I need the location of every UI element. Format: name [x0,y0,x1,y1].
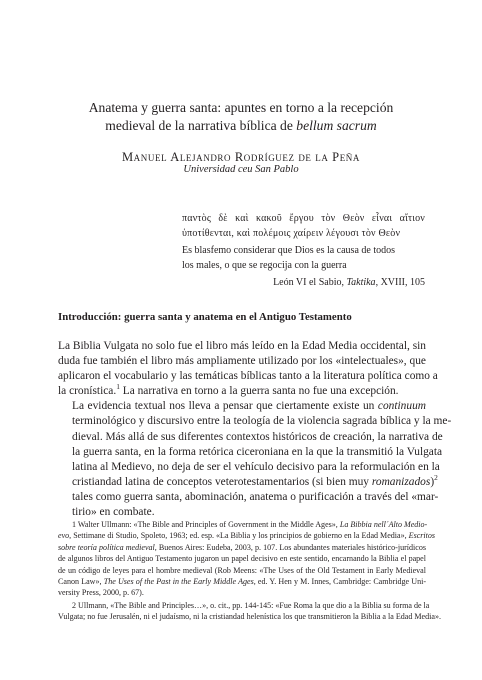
footnote-1: 1 Walter Ullmann: «The Bible and Principles of Government in the Middle Ages», La Bibbia nell´Alto Medio- evo, Settimane di Studio, Spoleto, 1963; ed. esp. «La Biblia y los principios de gobierno en la Edad Media», Escritos sobre teoría política medieval, Buenos Aires: Eudeba, 2003, p. 107. Los abundantes materiales histórico-jurídicos de algunos libros del Antiguo Testamento jugaron un papel decisivo en este sentido, encarnando la Biblia el papel de un código de leyes para el hombre medieval (Rob Meens: «The Uses of the Old Testament in Early Medieval Canon Law», The Uses of the Past in the Early Middle Ages, ed. Y. Hen y M. Innes, Cambridge: Cambridge Uni- versity Press, 2000, p. 67). [58,520,436,598]
epigraph-translation-line-2: los males, o que se regocija con la guerra [182,260,347,271]
epigraph-citation: León VI el Sabio, Taktika, XVIII, 105 [273,277,425,288]
epigraph-translation [182,243,425,273]
author-affiliation: Universidad ceu San Pablo [183,164,299,175]
epigraph-greek: παντὸς δὲ καὶ κακοῦ ἔργου τὸν Θεὸν εἶναι αἴτιον ὑποτίθενται, καὶ πολέμοις χαίρειν λέγουσι τὸν Θεὸν [182,213,425,239]
epigraph-translation-line-1: Es blasfemo considerar que Dios es la causa de todos [182,245,395,256]
paragraph-1: La Biblia Vulgata no solo fue el libro más leído en la Edad Media occidental, sin duda fue también el libro más ampliamente utilizado por los «intelectuales», que aplicaron el vocabulario y las temáticas bíblicas tanto a la literatura política como a la cronística.$^1$ La narrativa en torno a la guerra santa no fue una excepción. [58,340,438,398]
article-title [40,99,442,135]
title-line-1: Anatema y guerra santa: apuntes en torno a la recepción [88,100,394,115]
footnote-ref-1[interactable]: 1 [116,382,120,392]
footnotes [58,519,441,623]
title-line-2: medieval de la narrativa bíblica de bellum sacrum [105,118,377,133]
paragraph-2: La evidencia textual nos lleva a pensar que ciertamente existe un continuum terminológico y discursivo entre la teología de la violencia sagrada bíblica y la me- dieval. Más allá de sus diferentes contextos históricos de creación, la narrativa de la guerra santa, en la forma retórica ciceroniana en la que la transmitió la Vulgata latina al Medievo, no deja de ser el vehículo decisivo para la reformulación en la cristiandad latina de conceptos veterotestamentarios (si bien muy romanizados)$^2$ tales como guerra santa, abominación, anatema o purificación a través del «mar- tirio» en combate. [72,400,452,519]
footnote-ref-2[interactable]: 2 [434,473,438,483]
body-text [58,339,452,520]
section-heading: Introducción: guerra santa y anatema en el Antiguo Testamento [58,311,352,323]
author-name: Manuel Alejandro Rodríguez de la Peña [121,150,361,164]
footnote-2: 2 Ullmann, «The Bible and Principles…», o. cit., pp. 144-145: «Fue Roma la que dio a la Biblia su forma de la Vulgata; no fue Jerusalén, ni el judaísmo, ni la cristiandad helenística los que transmitieron la Biblia a la Edad Media». [58,600,441,622]
